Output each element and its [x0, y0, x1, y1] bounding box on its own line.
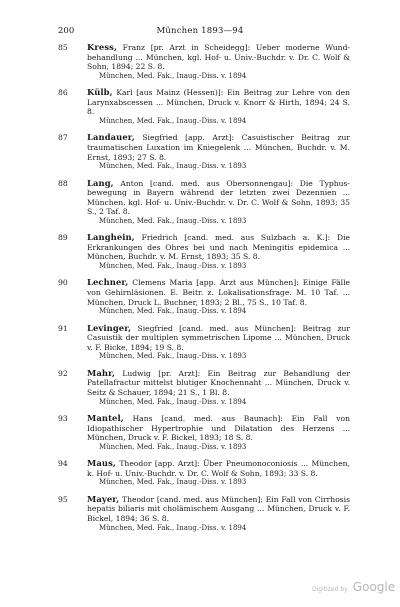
- entry-description: Friedrich [cand. med. aus Sulzbach a. K.]: Die Erkrankungen des Ohres bei und nach Meningitis epidemica ... München, Buchdr. v. M. Ernst, 1893; 35 S. 8.: [87, 233, 350, 262]
- entry-note: München, Med. Fak., Inaug.-Diss. v. 1894: [99, 307, 247, 316]
- bibliography-entry: [58, 495, 350, 533]
- entry-note: München, Med. Fak., Inaug.-Diss. v. 1893: [99, 216, 247, 225]
- entry-number: 87: [58, 133, 68, 143]
- entry-number: 86: [58, 88, 68, 98]
- entry-text: [87, 414, 350, 443]
- entry-text: [87, 324, 350, 353]
- entry-number: 95: [58, 494, 68, 504]
- entry-text: [87, 459, 350, 478]
- entry-text: [87, 179, 350, 217]
- entry-text: [87, 369, 350, 398]
- entry-text: [87, 43, 350, 72]
- entry-note: München, Med. Fak., Inaug.-Diss. v. 1894: [99, 116, 247, 125]
- bibliography-entry: [58, 414, 350, 452]
- entry-number: 92: [58, 368, 68, 378]
- bibliography-entry: [58, 459, 350, 487]
- entry-description: Theodor [cand. med. aus München]: Ein Fall von Cirrhosis hepatis biliaris mit cholämischem Ausgang ... München, Druck v. F. Bickel, 1894; 36 S. 8.: [87, 494, 350, 523]
- entry-description: Siegfried [cand. med. aus München]: Beitrag zur Casuistik der multiplen symmetrischen Lipome ... München, Druck v. F. Bicke, 1894; 19 S. 8.: [87, 323, 350, 352]
- entry-text: [87, 233, 350, 262]
- page-header: [0, 26, 400, 38]
- entry-author: Lechner,: [87, 277, 129, 288]
- entry-author: Mayer,: [87, 493, 120, 504]
- entry-text: [87, 495, 350, 524]
- entry-number: 90: [58, 278, 68, 288]
- entry-description: Siegfried [app. Arzt]: Casuistischer Beitrag zur traumatischen Luxation im Kniegelenk ... München, Buchdr. v. M. Ernst, 1893; 27 S. 8.: [87, 133, 350, 162]
- bibliography-entry: [58, 88, 350, 126]
- bibliography-entry: [58, 369, 350, 407]
- entry-description: Karl [aus Mainz (Hessen)]: Ein Beitrag zur Lehre von den Larynxabscessen ... München, Druck v. Knorr & Hirth, 1894; 24 S. 8.: [87, 88, 350, 117]
- bibliography-list: [58, 43, 350, 540]
- entry-number: 89: [58, 233, 68, 243]
- entry-author: Langhein,: [87, 232, 135, 243]
- entry-author: Maus,: [87, 458, 116, 469]
- entry-description: Anton [cand. med. aus Obersonnengau]: Die Typhus-bewegung in Bayern während der letzten zwei Dezennien ... München, kgl. Hof- u. Univ.-Buchdr. v. Dr. C. Wolf & Sohn, 1893; 35 S., 2 Taf. 8.: [87, 178, 350, 217]
- entry-author: Kress,: [87, 42, 117, 52]
- entry-text: [87, 278, 350, 307]
- bibliography-entry: [58, 43, 350, 81]
- entry-note: München, Med. Fak., Inaug.-Diss. v. 1893: [99, 162, 247, 171]
- entry-description: Theodor [app. Arzt]: Über Pneumonoconiosis ... München, k. Hof- u. Univ.-Buchdr. v. Dr. C. Wolf & Sohn, 1893; 33 S. 8.: [87, 459, 350, 478]
- entry-number: 93: [58, 413, 68, 423]
- entry-description: Hans [cand. med. aus Baunach]: Ein Fall von Idiopathischer Hypertrophie und Dilatation des Herzens ... München, Druck v. F. Bickel, 1893; 18 S. 8.: [87, 413, 350, 443]
- digitized-by-google-watermark: [312, 576, 395, 595]
- entry-note: München, Med. Fak., Inaug.-Diss. v. 1893: [99, 352, 247, 361]
- entry-note: München, Med. Fak., Inaug.-Diss. v. 1893: [99, 442, 247, 451]
- entry-author: Mahr,: [87, 367, 116, 378]
- entry-number: 91: [58, 323, 68, 333]
- entry-number: 94: [58, 459, 68, 469]
- entry-note: München, Med. Fak., Inaug.-Diss. v. 1894: [99, 397, 247, 406]
- entry-note: München, Med. Fak., Inaug.-Diss. v. 1893: [99, 262, 247, 271]
- bibliography-entry: [58, 133, 350, 171]
- entry-text: [87, 88, 350, 117]
- entry-description: Ludwig [pr. Arzt]: Ein Beitrag zur Behandlung der Patellafractur mittelst blutiger Knochennaht ... München, Druck v. Seitz & Schauer, 1894; 21 S., 1 Bl. 8.: [87, 368, 350, 397]
- bibliography-entry: [58, 324, 350, 362]
- entry-description: Clemens Maria [app. Arzt aus München]: Einige Fälle von Gehirnläsionen. E. Beitr. z. Lokalisationsfrage. M. 10 Taf. ... München, Druck L. Buchner, 1893; 2 Bl., 75 S., 10 Taf. 8.: [87, 278, 350, 307]
- entry-note: München, Med. Fak., Inaug.-Diss. v. 1893: [99, 478, 247, 487]
- google-logo: Google: [352, 580, 396, 594]
- entry-note: München, Med. Fak., Inaug.-Diss. v. 1894: [99, 523, 247, 532]
- entry-note: München, Med. Fak., Inaug.-Diss. v. 1894: [99, 71, 247, 80]
- bibliography-entry: [58, 179, 350, 227]
- entry-author: Lang,: [87, 177, 114, 188]
- entry-author: Landauer,: [87, 132, 135, 143]
- running-title: München 1893—94: [156, 26, 244, 36]
- entry-author: Mantel,: [87, 412, 124, 423]
- watermark-prefix: Digitized by: [312, 586, 348, 593]
- page-number: 200: [58, 26, 75, 36]
- entry-text: [87, 133, 350, 162]
- bibliography-entry: [58, 278, 350, 316]
- entry-description: Franz [pr. Arzt in Scheidegg]: Ueber moderne Wund-behandlung ... München, kgl. Hof- u. Univ.-Buchdr. v. Dr. C. Wolf & Sohn, 1894; 22 S. 8.: [87, 43, 350, 72]
- entry-number: 88: [58, 178, 68, 188]
- entry-author: Levinger,: [87, 322, 132, 333]
- entry-number: 85: [58, 43, 68, 52]
- entry-author: Külb,: [87, 87, 113, 98]
- bibliography-entry: [58, 233, 350, 271]
